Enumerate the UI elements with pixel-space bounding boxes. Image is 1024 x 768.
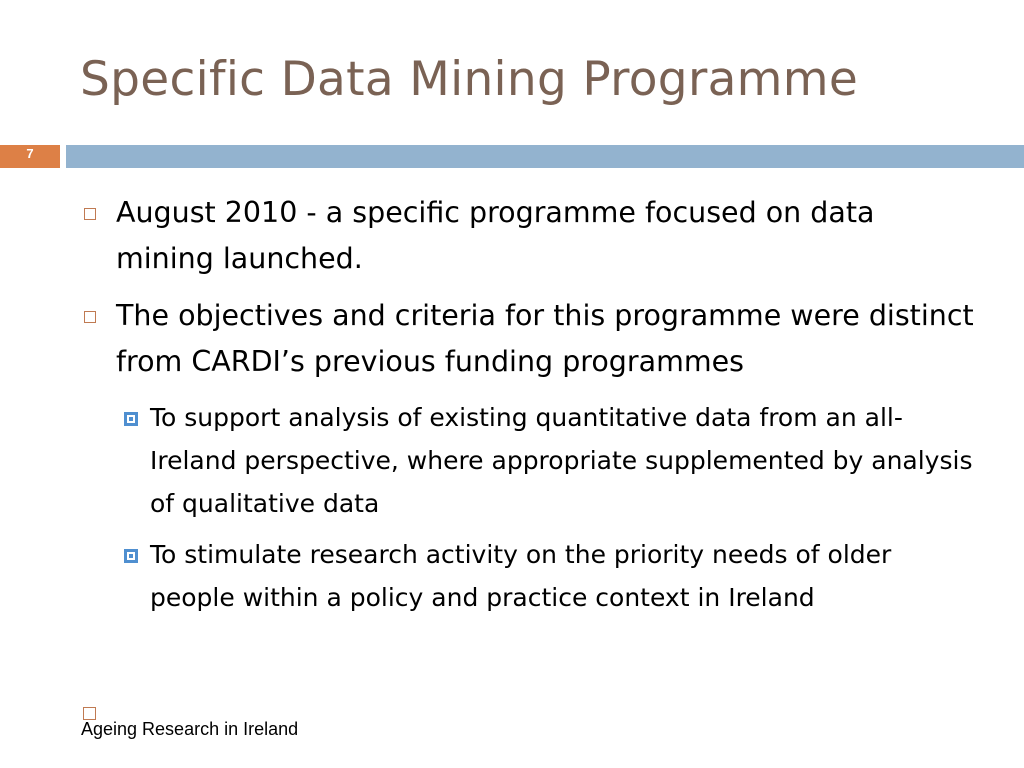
sub-bullet-item [115, 533, 980, 619]
page-number: 7 [0, 145, 60, 168]
sub-bullet-text: To support analysis of existing quantitative data from an all-Ireland perspective, where appropriate supplemented by analysis of qualitative data [150, 403, 973, 518]
bullet-item [80, 293, 980, 385]
blue-square-bullet-icon [124, 549, 138, 563]
footer-text: Ageing Research in Ireland [81, 719, 299, 739]
bullet-item [80, 190, 980, 282]
bullet-text: The objectives and criteria for this programme were distinct from CARDI’s previous funding programmes [116, 299, 974, 378]
bullet-list [80, 190, 980, 627]
hollow-square-icon [84, 208, 96, 220]
sub-bullet-item [115, 396, 980, 525]
hollow-square-icon [84, 311, 96, 323]
accent-bar [66, 145, 1024, 168]
slide-title: Specific Data Mining Programme [80, 52, 859, 107]
blue-square-bullet-icon [124, 412, 138, 426]
sub-bullet-text: To stimulate research activity on the priority needs of older people within a policy and practice context in Ireland [150, 540, 892, 612]
bullet-text: August 2010 - a specific programme focused on data mining launched. [116, 196, 875, 275]
